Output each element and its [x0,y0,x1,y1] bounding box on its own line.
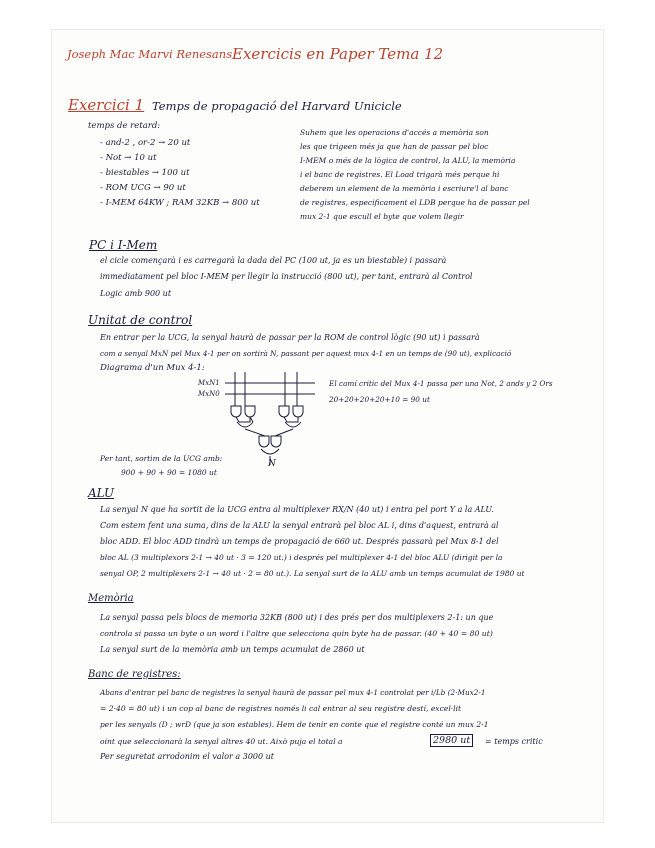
delay-item: - I-MEM 64KW ; RAM 32KB → 800 ut [100,198,260,208]
exercise-subtitle: Temps de propagació del Harvard Unicicle [152,99,402,113]
page-title: Exercicis en Paper Tema 12 [232,45,444,63]
delay-item: - Not → 10 ut [100,153,157,163]
final-rounding: Per seguretat arrodonim el valor a 3000 ut [100,752,274,761]
alu-line: La senyal N que ha sortit de la UCG entra al multiplexer RX/N (40 ut) i entra pel port Y a la ALU. [100,505,494,514]
mux-input-label: MxN0 [198,390,220,398]
note-line: deberem un element de la memòria i escriure'l al banc [300,184,509,193]
banc-line: per les senyals (D ; wrD (que ja son estables). Hem de tenir en conte que el registre conté un mux 2-1 [100,720,489,729]
alu-line: senyal OP, 2 multiplexers 2-1 → 40 ut · 2 = 80 ut.). La senyal surt de la ALU amb un temps acumulat de 1980 ut [100,569,525,578]
note-line: I-MEM o més de la lògica de control, la ALU, la memòria [300,156,516,165]
pc-line: Logic amb 900 ut [100,289,172,298]
note-line: i el banc de registres. El Load trigarà més perque hi [300,170,500,179]
critical-path-sum: 20+20+20+20+10 = 90 ut [329,395,430,404]
mux-4-1-diagram [215,366,325,466]
total-time-box: 2980 ut [430,734,473,747]
section-title-alu: ALU [88,486,115,500]
memoria-line: controla si passa un byte o un word i l'altre que selecciona quin byte ha de passar. (40 + 40 = 80 ut) [100,629,493,638]
section-title-pc: PC i I-Mem [89,238,158,252]
memoria-line: La senyal surt de la memòria amb un temps acumulat de 2860 ut [100,645,365,654]
note-line: de registres, especificament el LDB perque ha de passar pel [300,198,530,207]
total-time-label: = temps critic [485,737,543,746]
section-title-memoria: Memòria [88,593,134,604]
alu-line: bloc ADD. El bloc ADD tindrà un temps de propagació de 660 ut. Després passarà pel Mux 8-1 del [100,537,499,546]
pc-line: el cicle començarà i es carregarà la dada del PC (100 ut, ja es un biestable) i passarà [100,256,447,265]
mux-input-label: MxN1 [198,379,220,387]
alu-line: bloc AL (3 multiplexors 2-1 → 40 ut · 3 = 120 ut.) i després pel multiplexer 4-1 del bloc ALU (dirigit per la [100,553,503,562]
delay-item: - biestables → 100 ut [100,168,190,178]
memoria-line: La senyal passa pels blocs de memoria 32KB (800 ut) i des prés per dos multiplexers 2-1: un que [100,613,494,622]
delays-heading: temps de retard: [88,121,161,131]
author-name: Joseph Mac Marvi Renesans [67,47,233,61]
mux-output-label: N [268,459,276,469]
exercise-title: Exercici 1 [68,96,145,114]
alu-line: Com estem fent una suma, dins de la ALU la senyal entrarà pel bloc AL i, dins d'aquest, entrarà al [100,521,499,530]
banc-line: = 2·40 = 80 ut) i un cop al banc de registres només li cal entrar al seu registre destí, excel·lit [100,704,462,713]
note-line: les que trigeen més ja que han de passar pel bloc [300,142,489,151]
control-line: En entrar per la UCG, la senyal haurà de passar per la ROM de control lògic (90 ut) i passarà [100,333,480,342]
note-line: mux 2-1 que escull el byte que volem llegir [300,212,464,221]
control-result: Per tant, sortim de la UCG amb: [100,454,223,463]
pc-line: immediatament pel bloc I-MEM per llegir la instrucció (800 ut), per tant, entrarà al Control [100,272,473,281]
section-title-banc: Banc de registres: [88,669,181,680]
banc-line: oint que seleccionarà la senyal altres 40 ut. Això puja el total a [100,737,343,746]
note-line: Suhem que les operacions d'accés a memòria son [300,128,489,137]
delay-item: - ROM UCG → 90 ut [100,183,186,193]
control-line: Diagrama d'un Mux 4-1: [100,363,205,373]
delay-item: - and-2 , or-2 → 20 ut [100,138,191,148]
section-title-control: Unitat de control [88,313,193,327]
banc-line: Abans d'entrar pel banc de registres la senyal haurà de passar pel mux 4-1 controlat per i/Lb (2·Mux2-1 [100,688,486,697]
critical-path-note: El camí critic del Mux 4-1 passa per una Not, 2 ands y 2 Ors [329,379,553,388]
control-line: com a senyal MxN pel Mux 4-1 per on sortirà N, passant per aquest mux 4-1 en un temps de (90 ut), explicació [100,349,512,358]
control-result-value: 900 + 90 + 90 = 1080 ut [121,468,217,477]
